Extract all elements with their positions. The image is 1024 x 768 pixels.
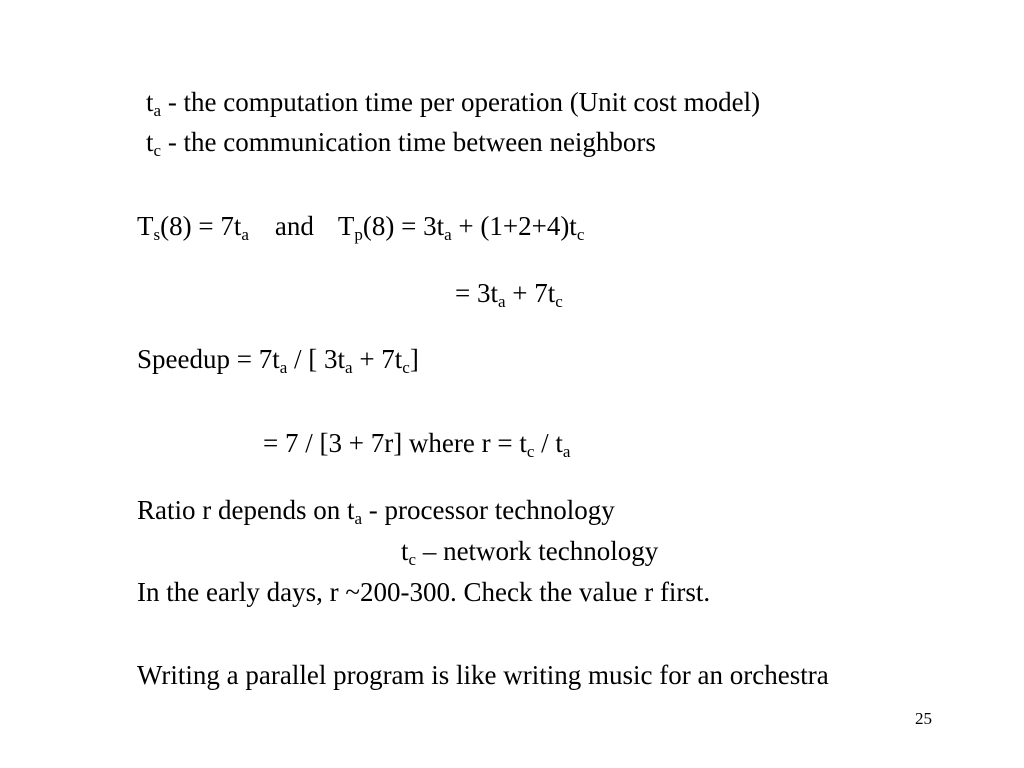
parallel-time-continued: = $3t_a + 7t_c$: [455, 278, 563, 311]
page-number: 25: [915, 709, 932, 728]
sequential-parallel-times: $T_s(8) = 7t_a$ and $T_p(8) = 3t_a + (1+2+4)t_c$: [137, 211, 585, 244]
speedup-simplified: = 7 / [3 + 7r] where $r = t_c / t_a$: [263, 428, 571, 461]
early-days-note: In the early days, r ~200-300. Check the value r first.: [137, 577, 711, 607]
ratio-network: $t_c$ – network technology: [401, 536, 659, 569]
ratio-processor: Ratio r depends on $t_a$ - processor technology: [137, 495, 615, 528]
closing-remark: Writing a parallel program is like writing music for an orchestra: [137, 660, 829, 690]
definition-tc: $t_c$ - the communication time between neighbors: [146, 127, 656, 160]
definition-ta: $t_a$ - the computation time per operation (Unit cost model): [146, 87, 761, 120]
speedup-formula: Speedup = $7t_a$ / [ $3t_a + 7t_c$]: [137, 344, 419, 377]
